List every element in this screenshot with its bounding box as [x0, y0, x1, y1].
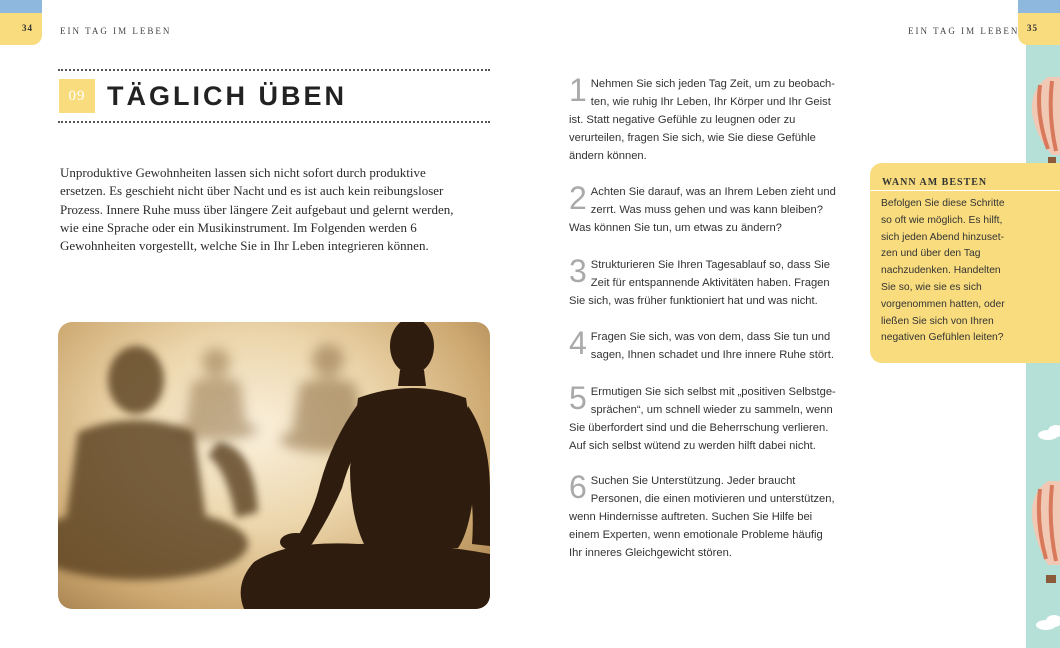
- intro-paragraph: [60, 164, 465, 255]
- balloon-bottom: [1032, 481, 1060, 583]
- tip-line: Sie so, wie sie es sich: [881, 281, 982, 293]
- step-line: einem Experten, wenn emotionale Probleme häufig: [569, 529, 823, 541]
- page-tab-stripe: [0, 0, 42, 13]
- step-number: 2: [569, 180, 587, 216]
- step-number: 6: [569, 469, 587, 505]
- running-head-left: EIN TAG IM LEBEN: [60, 26, 172, 36]
- step-line: Auf sich selbst wütend zu werden hilft dabei nicht.: [569, 440, 816, 452]
- step-number: 5: [569, 380, 587, 416]
- step-line: sprächen“, um schnell wieder zu sammeln, wenn: [590, 404, 833, 416]
- step-line: zerrt. Was muss gehen und was kann bleiben?: [590, 204, 823, 216]
- step-line: ten, wie ruhig Ihr Leben, Ihr Körper und Ihr Geist: [590, 96, 831, 108]
- step-number: 3: [569, 253, 587, 289]
- intro-line: Gewohnheiten vorgestellt, welche Sie in Ihr Leben integrieren können.: [60, 238, 429, 254]
- step-line: Sie sich, was früher funktioniert hat und was nicht.: [569, 295, 818, 307]
- step-line: Zeit für entspannende Aktivitäten haben. Fragen: [590, 277, 830, 289]
- tip-line: nachzudenken. Handelten: [881, 265, 1001, 277]
- tip-box-text: [881, 196, 1031, 347]
- step-item: [569, 325, 849, 364]
- tip-line: negativen Gefühlen leiten?: [881, 332, 1004, 344]
- step-line: Sie überfordert sind und die Beherrschung verlieren.: [569, 422, 829, 434]
- dotted-rule-top: [58, 69, 490, 71]
- running-head-right: EIN TAG IM LEBEN: [908, 26, 1020, 36]
- page-tab-right: [1018, 0, 1060, 45]
- step-line: Personen, die einen motivieren und unterstützen,: [590, 493, 835, 505]
- page-number-left: 34: [22, 23, 33, 33]
- step-line: verurteilen, fragen Sie sich, wie Sie diese Gefühle: [569, 132, 816, 144]
- step-number: 1: [569, 72, 587, 108]
- section-title: TÄGLICH ÜBEN: [107, 81, 347, 111]
- step-line: Fragen Sie sich, was von dem, dass Sie tun und: [590, 331, 831, 343]
- balloon-top: [1032, 77, 1060, 163]
- step-line: ist. Statt negative Gefühle zu leugnen oder zu: [569, 114, 796, 126]
- dotted-rule-bottom: [58, 121, 490, 123]
- tip-line: vorgenommen hatten, oder: [881, 298, 1005, 310]
- intro-line: wie eine Sprache oder ein Musikinstrument. Im Folgenden werden 6: [60, 219, 417, 235]
- page-number-right: 35: [1027, 23, 1038, 33]
- tip-line: Befolgen Sie diese Schritte: [881, 198, 1005, 209]
- step-item: [569, 72, 849, 165]
- intro-line: ersetzen. Es geschieht nicht über Nacht und es ist auch kein reibungsloser: [60, 183, 444, 199]
- tip-line: so oft wie möglich. Es hilft,: [881, 214, 1003, 226]
- step-line: wenn Hindernisse auftreten. Suchen Sie Hilfe bei: [569, 511, 813, 523]
- step-line: Ihr inneres Gleichgewicht stören.: [569, 547, 732, 559]
- step-line: Was können Sie tun, um etwas zu ändern?: [569, 222, 782, 234]
- step-item: [569, 180, 849, 237]
- step-line: Nehmen Sie sich jeden Tag Zeit, um zu beobach-: [590, 78, 835, 90]
- step-number: 4: [569, 325, 587, 361]
- page-tab-left: [0, 0, 42, 45]
- step-line: sagen, Ihnen schadet und Ihre innere Ruhe stört.: [590, 349, 834, 361]
- tip-box-rule: [870, 190, 1060, 191]
- step-line: Ermutigen Sie sich selbst mit „positiven Selbstge-: [590, 386, 836, 398]
- tip-line: ließen Sie sich von Ihren: [881, 315, 994, 327]
- page-tab-stripe: [1018, 0, 1060, 13]
- blurred-figure-far-center: [174, 348, 258, 440]
- step-line: Strukturieren Sie Ihren Tagesablauf so, dass Sie: [590, 259, 831, 271]
- intro-line: Prozess. Innere Ruhe muss über längere Zeit aufgebaut und gelernt werden,: [60, 201, 454, 217]
- step-item: [569, 469, 849, 562]
- intro-line: Unproduktive Gewohnheiten lassen sich nicht sofort durch produktive: [60, 165, 426, 180]
- meditation-silhouettes-illustration: [58, 322, 490, 609]
- step-line: ändern können.: [569, 150, 647, 162]
- step-item: [569, 380, 849, 455]
- tip-box: [870, 163, 1060, 363]
- step-line: Achten Sie darauf, was an Ihrem Leben zieht und: [590, 186, 836, 198]
- section-number-badge: 09: [59, 79, 95, 113]
- tip-line: zen und über den Tag: [881, 248, 981, 260]
- step-item: [569, 253, 849, 310]
- tip-box-title: WANN AM BESTEN: [882, 177, 988, 188]
- meditation-photo: [58, 322, 490, 609]
- step-line: Suchen Sie Unterstützung. Jeder braucht: [590, 475, 796, 487]
- meditating-figure: [241, 322, 490, 609]
- tip-line: sich jeden Abend hinzuset-: [881, 231, 1005, 243]
